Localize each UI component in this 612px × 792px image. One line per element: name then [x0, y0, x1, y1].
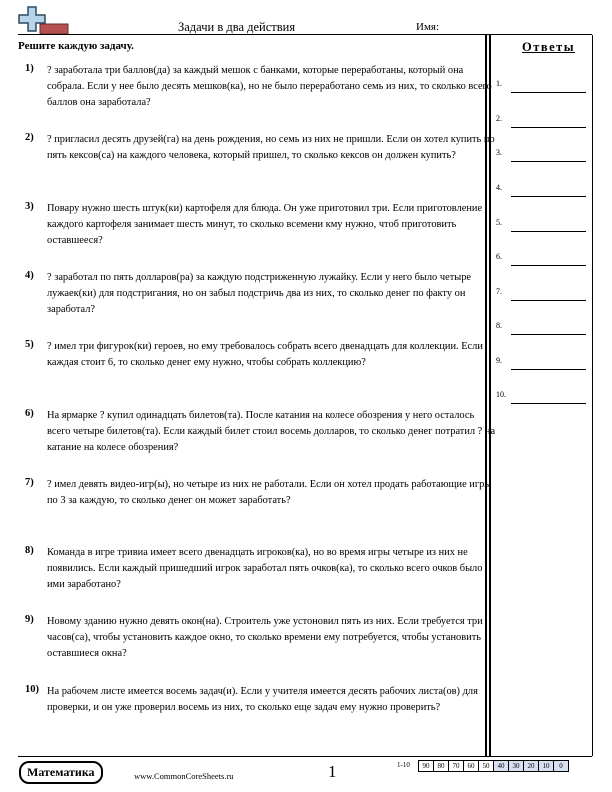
page-right-border	[592, 35, 593, 756]
problem-text: На рабочем листе имеется восемь задач(и). Если у учителя имеется десять рабочих листа(ов) для проверки, и он уже проверил восемь из них, то сколько еще задач ему нужно проверить?	[47, 686, 478, 713]
answer-slot-3[interactable]	[496, 148, 586, 162]
answer-line	[511, 369, 586, 370]
problem-number: 6)	[25, 408, 34, 419]
site-url: www.CommonCoreSheets.ru	[134, 771, 234, 781]
answer-line	[511, 403, 586, 404]
answer-label: 6.	[496, 252, 502, 261]
answer-label: 5.	[496, 218, 502, 227]
answer-label: 7.	[496, 287, 502, 296]
footer-divider	[18, 756, 592, 757]
score-cell: 90	[418, 760, 434, 772]
problem-number: 5)	[25, 339, 34, 350]
answer-slot-5[interactable]	[496, 218, 586, 232]
score-cell: 0	[553, 760, 569, 772]
problem-number: 9)	[25, 614, 34, 625]
score-cell: 80	[433, 760, 449, 772]
header-divider	[18, 34, 592, 35]
problem-text: Новому зданию нужно девять окон(на). Строитель уже устоновил пять из них. Если требуется три часов(са), чтобы установить каждое окно, то сколько времени ему потребуется, чтобы установить оставшиеся окна?	[47, 616, 483, 659]
score-cell: 20	[523, 760, 539, 772]
instructions: Решите каждую задачу.	[18, 40, 134, 52]
answers-heading: Ответы	[522, 40, 576, 54]
problem-number: 8)	[25, 545, 34, 556]
answer-label: 4.	[496, 183, 502, 192]
score-cell: 70	[448, 760, 464, 772]
problem-number: 3)	[25, 201, 34, 212]
problem-text: ? имел девять видео-игр(ы), но четыре из них не работали. Если он хотел продать работающие игры по 3 за каждую, то сколько денег он может заработать?	[47, 479, 492, 506]
answer-label: 10.	[496, 390, 506, 399]
answer-slot-10[interactable]	[496, 390, 586, 404]
problem-text: ? заработала три баллов(да) за каждый мешок с банками, которые переработаны, который она собрала. Если у нее было десять мешков(ка), но не было переработано семь из них, то сколько всего баллов она заработала?	[47, 65, 492, 108]
page-number: 1	[328, 762, 337, 781]
problem-number: 10)	[25, 684, 39, 695]
score-cell: 30	[508, 760, 524, 772]
score-table	[398, 760, 569, 772]
problem-text: ? заработал по пять долларов(ра) за каждую подстриженную лужайку. Если у него было четыре лужаек(ки) для подстригания, но он забыл подстричь два из них, то сколько денег по факту он заработал?	[47, 272, 472, 315]
answer-label: 9.	[496, 356, 502, 365]
answer-label: 3.	[496, 148, 502, 157]
answer-label: 8.	[496, 321, 502, 330]
answer-line	[511, 300, 586, 301]
score-cell: 60	[463, 760, 479, 772]
answer-slot-2[interactable]	[496, 114, 586, 128]
answer-slot-4[interactable]	[496, 183, 586, 197]
answer-line	[511, 92, 586, 93]
name-label: Имя:	[416, 21, 440, 33]
answer-line	[511, 127, 586, 128]
problem-text: ? пригласил десять друзей(га) на день рождения, но семь из них не пришли. Если он хотел купить по пять кексов(са) на каждого человека, который пришел, то сколько кексов он должен купить?	[47, 134, 495, 161]
score-cell: 10	[538, 760, 554, 772]
answer-label: 1.	[496, 79, 502, 88]
problem-number: 2)	[25, 132, 34, 143]
answer-line	[511, 231, 586, 232]
problem-text: Команда в игре тривиа имеет всего двенадцать игроков(ка), но во время игры четыре из них не появились. Если каждый пришедший игрок заработал пять очков(ка), то сколько всего очков было ими заработано?	[47, 547, 483, 590]
answer-slot-6[interactable]	[496, 252, 586, 266]
subject-badge: Математика	[19, 761, 103, 784]
problem-text: На ярмарке ? купил одинадцать билетов(та). После катания на колесе обозрения у него осталось всего четыре билетов(та). Если каждый билет стоил восемь долларов, то сколько денег потратил ? на катание на колесе обозрения?	[47, 410, 496, 453]
answer-slot-7[interactable]	[496, 287, 586, 301]
problem-number: 1)	[25, 63, 34, 74]
problem-number: 4)	[25, 270, 34, 281]
answer-slot-1[interactable]	[496, 79, 586, 93]
answer-line	[511, 265, 586, 266]
score-range-label: 1-10	[397, 761, 410, 769]
answer-label: 2.	[496, 114, 502, 123]
score-cell: 40	[493, 760, 509, 772]
score-cell: 50	[478, 760, 494, 772]
answer-slot-8[interactable]	[496, 321, 586, 335]
problem-text: Повару нужно шесть штук(ки) картофеля для блюда. Он уже приготовил три. Если приготовление каждого картофеля занимает шесть минут, то сколько всемени кму нужно, чтоб приготовить оставшееся?	[47, 203, 483, 246]
answer-line	[511, 334, 586, 335]
worksheet-title: Задачи в два действия	[178, 20, 296, 34]
answer-slot-9[interactable]	[496, 356, 586, 370]
problem-number: 7)	[25, 477, 34, 488]
answer-line	[511, 196, 586, 197]
answer-line	[511, 161, 586, 162]
problem-text: ? имел три фигурок(ки) героев, но ему требовалось собрать всего двенадцать для коллекции. Если каждая стоит 6, то сколько денег ему нужно, чтобы собрать коллекцию?	[47, 341, 483, 368]
